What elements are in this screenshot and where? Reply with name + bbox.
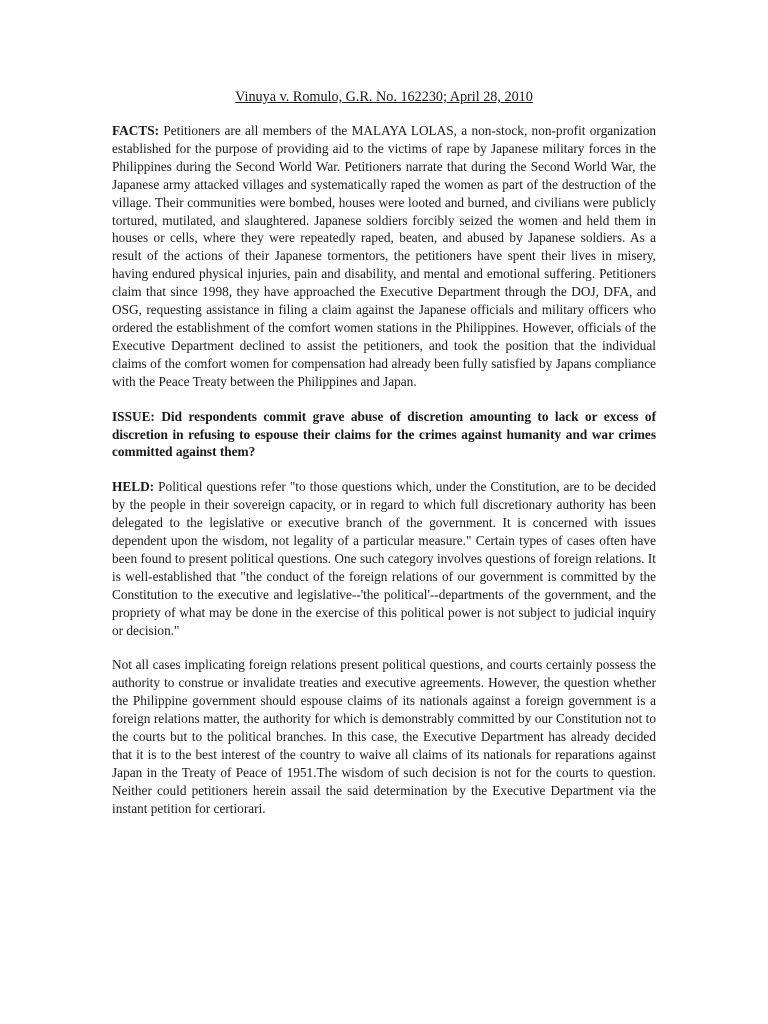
issue-text: Did respondents commit grave abuse of discretion amounting to lack or excess of discretion in refusing to espouse their claims for the crimes against humanity and war crimes committed against them? — [112, 408, 656, 460]
held-paragraph — [112, 478, 656, 639]
document-page — [112, 88, 656, 835]
held-label: HELD: — [112, 479, 155, 495]
facts-label: FACTS: — [112, 123, 160, 138]
document-title: Vinuya v. Romulo, G.R. No. 162230; April 28, 2010 — [235, 89, 533, 105]
held-text: Political questions refer "to those questions which, under the Constitution, are to be decided by the people in their sovereign capacity, or in regard to which full discretionary authority has been delegated to the legislative or executive branch of the government. It is concerned with issues dependent upon the wisdom, not legality of a particular measure." Certain types of cases often have been found to present political questions. One such category involves questions of foreign relations. It is well-established that "the conduct of the foreign relations of our government is committed by the Constitution to the executive and legislative--'the political'--departments of the government, and the propriety of what may be done in the exercise of this political power is not subject to judicial inquiry or decision." — [112, 479, 656, 638]
facts-paragraph — [112, 122, 656, 391]
facts-text: Petitioners are all members of the MALAYA LOLAS, a non-stock, non-profit organization established for the purpose of providing aid to the victims of rape by Japanese military forces in the Philippines during the Second World War. Petitioners narrate that during the Second World War, the Japanese army attacked villages and systematically raped the women as part of the destruction of the village. Their communities were bombed, houses were looted and burned, and civilians were publicly tortured, mutilated, and slaughtered. Japanese soldiers forcibly seized the women and held them in houses or cells, where they were repeatedly raped, beaten, and abused by Japanese soldiers. As a result of the actions of their Japanese tormentors, the petitioners have spent their lives in misery, having endured physical injuries, pain and disability, and mental and emotional suffering. Petitioners claim that since 1998, they have approached the Executive Department through the DOJ, DFA, and OSG, requesting assistance in filing a claim against the Japanese officials and military officers who ordered the establishment of the comfort women stations in the Philippines. However, officials of the Executive Department declined to assist the petitioners, and took the position that the individual claims of the comfort women for compensation had already been fully satisfied by Japans compliance with the Peace Treaty between the Philippines and Japan. — [112, 123, 656, 389]
issue-label: ISSUE: — [112, 408, 155, 424]
closing-paragraph: Not all cases implicating foreign relations present political questions, and courts certainly possess the authority to construe or invalidate treaties and executive agreements. However, the question whether the Philippine government should espouse claims of its nationals against a foreign government is a foreign relations matter, the authority for which is demonstrably committed by our Constitution not to the courts but to the political branches. In this case, the Executive Department has already decided that it is to the best interest of the country to waive all claims of its nationals for reparations against Japan in the Treaty of Peace of 1951.The wisdom of such decision is not for the courts to question. Neither could petitioners herein assail the said determination by the Executive Department via the instant petition for certiorari. — [112, 657, 656, 816]
issue-paragraph — [112, 408, 656, 462]
